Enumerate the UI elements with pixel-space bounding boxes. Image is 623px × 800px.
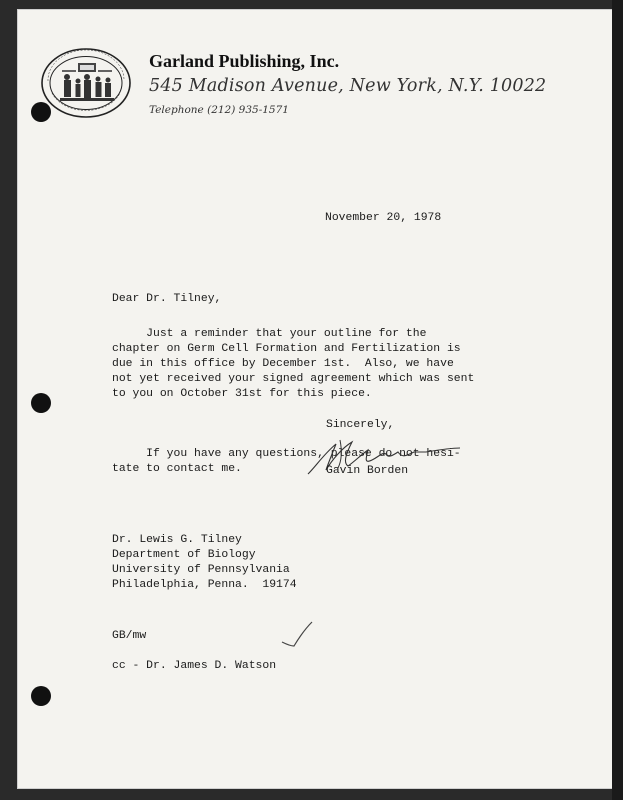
initials-cc-block bbox=[112, 614, 276, 689]
cc-line: cc - Dr. James D. Watson bbox=[112, 660, 277, 672]
page-edge bbox=[612, 0, 623, 800]
typist-initials: GB/mw bbox=[112, 630, 147, 642]
publisher-seal-logo bbox=[40, 47, 132, 119]
company-name: Garland Publishing, Inc. bbox=[149, 51, 340, 71]
company-telephone: Telephone (212) 935-1571 bbox=[149, 104, 289, 116]
signer-name: Gavin Borden bbox=[326, 465, 409, 477]
check-mark-icon bbox=[280, 620, 314, 648]
company-address: 545 Madison Avenue, New York, N.Y. 10022 bbox=[149, 76, 547, 96]
salutation: Dear Dr. Tilney, bbox=[112, 293, 222, 305]
closing: Sincerely, bbox=[326, 419, 395, 431]
punch-hole bbox=[31, 686, 51, 706]
body-paragraph: If you have any questions, please do not hesi- tate to contact me. bbox=[112, 448, 461, 475]
body-paragraph: Just a reminder that your outline for the chapter on Germ Cell Formation and Fertilization is due in this office by December 1st. Also, we have not yet received your signed agreement which was sent to you on October 31st for this piece. bbox=[112, 328, 475, 400]
recipient-address: Dr. Lewis G. Tilney Department of Biology University of Pennsylvania Philadelphia, Penna. 19174 bbox=[112, 534, 297, 591]
punch-hole bbox=[31, 393, 51, 413]
letter-date: November 20, 1978 bbox=[325, 212, 442, 224]
